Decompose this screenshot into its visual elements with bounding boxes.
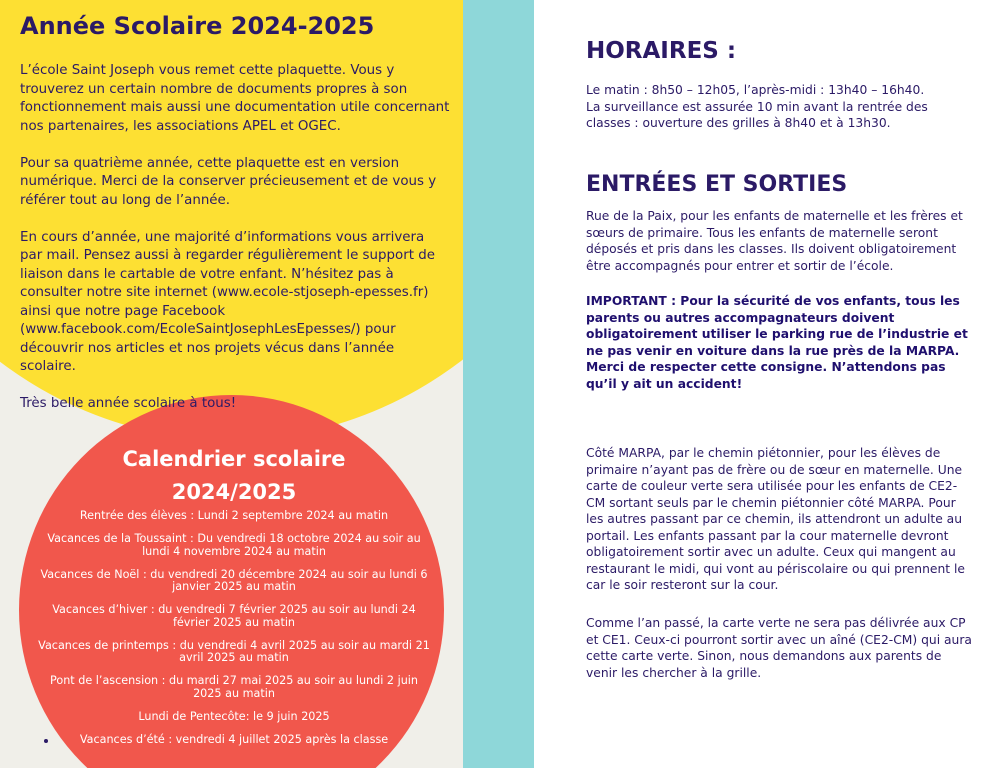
intro-paragraph: L’école Saint Joseph vous remet cette plaquette. Vous y trouverez un certain nombre de documents propres à son fonctionnement mais aussi une documentation utile concernant nos partenaires, les associations APEL et OGEC. bbox=[20, 63, 450, 134]
calendar-item: Pont de l’ascension : du mardi 27 mai 2025 au soir au lundi 2 juin 2025 au matin bbox=[50, 674, 418, 700]
intro-closing: Très belle année scolaire à tous! bbox=[20, 396, 237, 411]
intro-text bbox=[20, 62, 450, 432]
calendar-item-text: Vacances d’été : vendredi 4 juillet 2025 après la classe bbox=[79, 732, 389, 746]
horaires-line: La surveillance est assurée 10 min avant la rentrée des classes : ouverture des grilles à 8h40 et à 13h30. bbox=[586, 99, 928, 130]
calendar-item: Vacances de Noël : du vendredi 20 décembre 2024 au soir au lundi 6 janvier 2025 au matin bbox=[40, 567, 428, 593]
entrees-text: Rue de la Paix, pour les enfants de maternelle et les frères et sœurs de primaire. Tous les enfants de maternelle seront déposés et pris dans les classes. Ils doivent obligatoirement être accompagnés pour entrer et sortir de l’école. bbox=[586, 209, 963, 273]
calendar-title-line: Calendrier scolaire bbox=[122, 447, 346, 471]
calendar-item: Lundi de Pentecôte: le 9 juin 2025 bbox=[138, 709, 330, 723]
horaires-line: Le matin : 8h50 – 12h05, l’après-midi : 13h40 – 16h40. bbox=[586, 83, 925, 97]
horaires-text bbox=[586, 82, 976, 132]
teal-divider-strip bbox=[463, 0, 534, 768]
marpa-text: Côté MARPA, par le chemin piétonnier, pour les élèves de primaire n’ayant pas de frère ou de sœur en maternelle. Une carte de couleur verte sera utilisée pour les enfants de CE2-CM sortant seuls par le chemin piétonnier côté MARPA. Pour les autres passant par ce chemin, ils attendront un adulte au portail. Les enfants passant par la cour maternelle devront obligatoirement sortir avec un adulte. Ceux qui mangent au restaurant le midi, qui vont au périscolaire ou qui prennent le car le soir resteront sur la cour. bbox=[586, 446, 965, 592]
entrees-sorties-heading: ENTRÉES ET SORTIES bbox=[586, 172, 848, 197]
calendar-item: Rentrée des élèves : Lundi 2 septembre 2024 au matin bbox=[79, 509, 389, 522]
page-title: Année Scolaire 2024-2025 bbox=[20, 12, 375, 40]
calendar-title bbox=[79, 443, 389, 509]
horaires-heading: HORAIRES : bbox=[586, 38, 737, 64]
important-notice: IMPORTANT : Pour la sécurité de vos enfants, tous les parents ou autres accompagnateurs doivent obligatoirement utiliser le parking rue de l’industrie et ne pas venir en voiture dans la rue près de la MARPA. Merci de respecter cette consigne. N’attendons pas qu’il y ait un accident! bbox=[586, 294, 968, 391]
intro-paragraph: En cours d’année, une majorité d’informations vous arrivera par mail. Pensez aussi à regarder régulièrement le support de liaison dans le cartable de votre enfant. N’hésitez pas à consulter notre site internet (www.ecole-stjoseph-epesses.fr) ainsi que notre page Facebook (www.facebook.com/EcoleSaintJosephLesEpesses/) pour découvrir nos articles et nos projets vécus dans l’année scolaire. bbox=[20, 229, 435, 374]
carte-verte-text: Comme l’an passé, la carte verte ne sera pas délivrée aux CP et CE1. Ceux-ci pourront sortir avec un aîné (CE2-CM) qui aura cette carte verte. Sinon, nous demandons aux parents de venir les chercher à la grille. bbox=[586, 616, 972, 680]
bullet-icon bbox=[44, 739, 48, 743]
calendar-title-year: 2024/2025 bbox=[171, 480, 297, 504]
intro-paragraph: Pour sa quatrième année, cette plaquette est en version numérique. Merci de la conserver précieusement et de vous y référer tout au long de l’année. bbox=[20, 155, 437, 208]
calendar-list bbox=[36, 510, 432, 757]
calendar-item: Vacances d’hiver : du vendredi 7 février 2025 au soir au lundi 24 février 2025 au matin bbox=[52, 603, 416, 629]
calendar-item: Vacances de la Toussaint : Du vendredi 18 octobre 2024 au soir au lundi 4 novembre 2024 au matin bbox=[47, 532, 421, 558]
calendar-item: Vacances de printemps : du vendredi 4 avril 2025 au soir au mardi 21 avril 2025 au matin bbox=[38, 638, 430, 664]
calendar-item bbox=[36, 734, 432, 747]
